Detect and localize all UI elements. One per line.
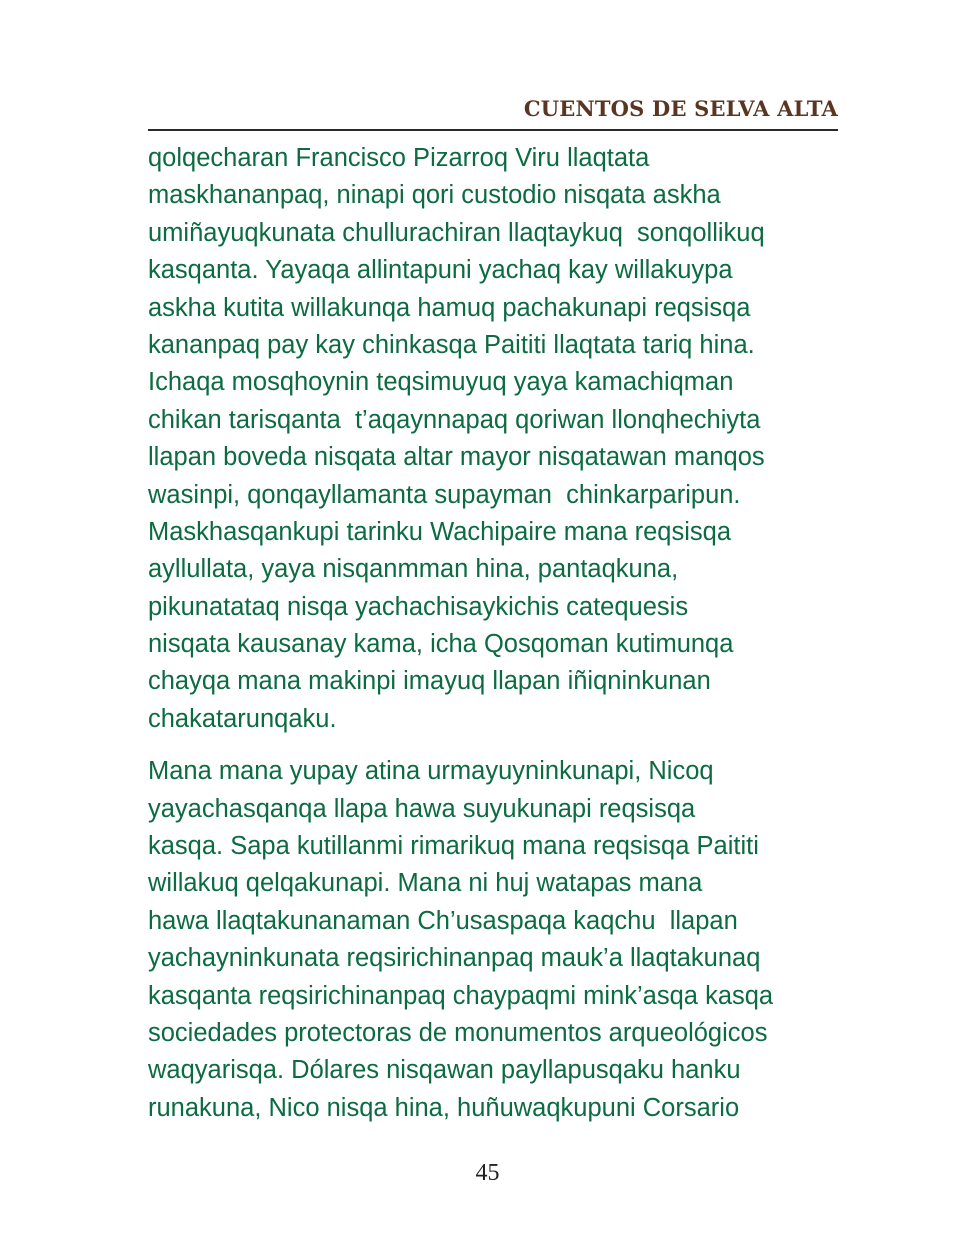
running-header-title: CUENTOS DE SELVA ALTA [523, 96, 838, 121]
text-line: umiñayuqkunata chullurachiran llaqtaykuq sonqollikuq [148, 218, 765, 247]
paragraph-1 [148, 140, 848, 738]
text-line: kasqa. Sapa kutillanmi rimarikuq mana reqsisqa Paititi [148, 832, 759, 861]
text-line: willakuq qelqakunapi. Mana ni huj watapas mana [148, 869, 703, 898]
text-line: runakuna, Nico nisqa hina, huñuwaqkupuni Corsario [148, 1093, 740, 1122]
text-line: ayllullata, yaya nisqanmman hina, pantaqkuna, [148, 555, 679, 584]
text-line: sociedades protectoras de monumentos arqueológicos [148, 1018, 768, 1047]
text-line: hawa llaqtakunanaman Ch’usaspaqa kaqchu llapan [148, 906, 738, 935]
text-line: llapan boveda nisqata altar mayor nisqatawan manqos [148, 443, 765, 472]
text-line: pikunatataq nisqa yachachisaykichis catequesis [148, 592, 689, 621]
text-line: Ichaqa mosqhoynin teqsimuyuq yaya kamachiqman [148, 368, 734, 397]
text-line: maskhananpaq, ninapi qori custodio nisqata askha [148, 181, 721, 210]
text-line: Mana mana yupay atina urmayuyninkunapi, Nicoq [148, 757, 714, 786]
header-divider [148, 129, 838, 131]
text-line: chikan tarisqanta t’aqaynnapaq qoriwan llonqhechiyta [148, 405, 761, 434]
text-line: askha kutita willakunqa hamuq pachakunapi reqsisqa [148, 293, 751, 322]
text-line: kasqanta reqsirichinanpaq chaypaqmi mink’asqa kasqa [148, 981, 774, 1010]
paragraph-2 [148, 753, 848, 1127]
text-line: wasinpi, qonqayllamanta supayman chinkarparipun. [148, 480, 741, 509]
text-line: kasqanta. Yayaqa allintapuni yachaq kay willakuypa [148, 256, 733, 285]
page-number: 45 [475, 1160, 500, 1186]
text-line: kananpaq pay kay chinkasqa Paititi llaqtata tariq hina. [148, 330, 755, 359]
text-line: waqyarisqa. Dólares nisqawan payllapusqaku hanku [148, 1056, 741, 1085]
text-line: yachayninkunata reqsirichinanpaq mauk’a llaqtakunaq [148, 944, 761, 973]
text-line: qolqecharan Francisco Pizarroq Viru llaqtata [148, 144, 650, 172]
text-line: yayachasqanqa llapa hawa suyukunapi reqsisqa [148, 794, 696, 823]
text-line: Maskhasqankupi tarinku Wachipaire mana reqsisqa [148, 517, 732, 546]
body-text [148, 140, 848, 1127]
text-line: chayqa mana makinpi imayuq llapan iñiqninkunan [148, 667, 711, 696]
text-line: nisqata kausanay kama, icha Qosqoman kutimunqa [148, 630, 734, 659]
text-line: chakatarunqaku. [148, 704, 337, 733]
